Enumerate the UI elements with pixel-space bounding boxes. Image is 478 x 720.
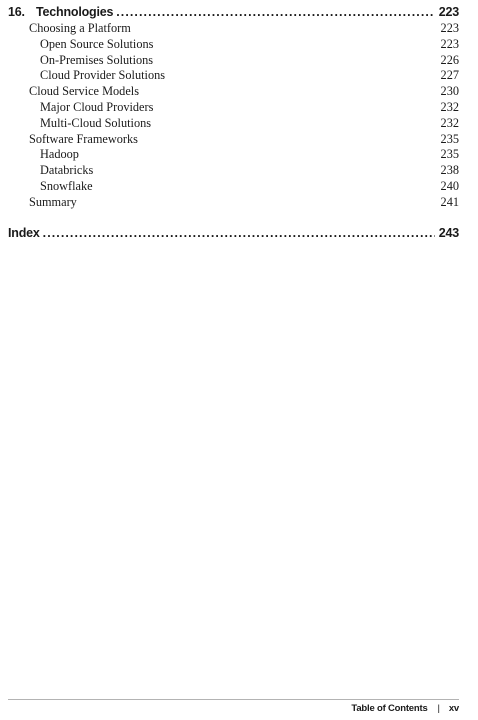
index-page: 243 [438,225,459,240]
entry-title: Multi-Cloud Solutions [40,115,152,130]
chapter-title: Technologies [36,5,114,19]
entry-title: Cloud Provider Solutions [40,68,166,83]
index-title: Index [8,225,40,240]
dot-leader [43,225,435,242]
toc-entry[interactable] [8,163,459,179]
table-of-contents [8,4,459,242]
toc-entry[interactable] [8,84,459,100]
toc-entry[interactable] [8,37,459,53]
entry-page: 240 [440,178,459,193]
toc-entry[interactable] [8,21,459,37]
entry-page: 223 [440,21,459,35]
entry-page: 230 [440,84,459,99]
entry-page: 235 [440,131,459,146]
spacer [8,211,459,225]
entry-page: 232 [440,115,459,130]
toc-entry[interactable] [8,195,459,211]
entry-title: Software Frameworks [29,131,138,146]
index-entry[interactable] [8,225,459,242]
footer-separator: | [437,703,440,714]
entry-title: Open Source Solutions [40,36,154,51]
footer-divider [8,699,459,700]
entry-page: 235 [440,147,459,162]
entry-title: Summary [29,194,77,209]
toc-entry[interactable] [8,116,459,132]
entry-page: 241 [440,194,459,209]
entry-page: 226 [440,52,459,67]
entry-page: 223 [440,36,459,51]
toc-entry[interactable] [8,147,459,163]
section-list [8,21,459,211]
entry-title: Databricks [40,163,94,178]
entry-title: Snowflake [40,178,93,193]
entry-title: Choosing a Platform [29,21,131,35]
toc-entry[interactable] [8,179,459,195]
entry-title: Hadoop [40,147,79,162]
page-footer [351,703,459,714]
toc-entry[interactable] [8,53,459,69]
toc-entry[interactable] [8,132,459,148]
chapter-16-entry[interactable] [8,4,459,21]
toc-entry[interactable] [8,68,459,84]
entry-title: On-Premises Solutions [40,52,154,67]
toc-entry[interactable] [8,100,459,116]
dot-leader [116,4,434,21]
entry-page: 227 [440,68,459,83]
entry-title: Cloud Service Models [29,84,139,99]
entry-page: 238 [440,163,459,178]
chapter-page: 223 [438,5,459,19]
chapter-number: 16. [8,5,25,19]
entry-page: 232 [440,99,459,114]
running-footer-title: Table of Contents [351,703,428,714]
entry-title: Major Cloud Providers [40,99,154,114]
page-number: xv [448,703,459,714]
